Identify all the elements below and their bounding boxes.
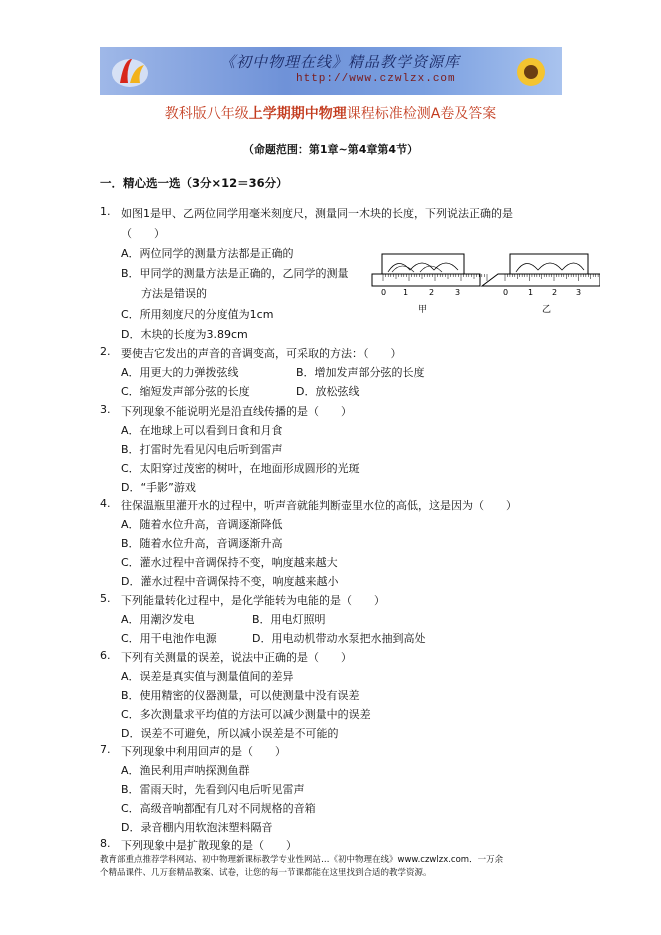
figure-label-a: 甲 — [418, 305, 428, 315]
question-number: 1. — [100, 205, 111, 218]
document-subtitle: （命题范围：第1章~第4章第4节） — [242, 143, 419, 156]
question-stem: 往保温瓶里灌开水的过程中，听声音就能判断壶里水位的高低，这是因为（ ） — [121, 499, 517, 512]
option: D．“手影”游戏 — [121, 481, 196, 494]
option: C．灌水过程中音调保持不变，响度越来越大 — [121, 556, 338, 569]
banner-title: 《初中物理在线》精品教学资源库 — [220, 53, 461, 71]
tick-label: 3 — [576, 288, 582, 297]
option: D．用电动机带动水泵把水抽到高处 — [252, 632, 426, 645]
option: B．打雷时先看见闪电后听到雷声 — [121, 443, 283, 456]
question-stem: 如图1是甲、乙两位同学用毫米刻度尺，测量同一木块的长度，下列说法正确的是 — [121, 207, 513, 220]
figure-label-b: 乙 — [542, 305, 552, 315]
tick-label: 3 — [455, 288, 461, 297]
option: B．雷雨天时，先看到闪电后听见雷声 — [121, 783, 305, 796]
footer-line-1: 教育部重点推荐学科网站、初中物理新课标教学专业性网站…《初中物理在线》www.czwlzx.com．一万余 — [100, 855, 504, 865]
option-cont: 方法是错误的 — [141, 287, 207, 300]
option: D．误差不可避免，所以减小误差是不可能的 — [121, 727, 339, 740]
ruler-figure — [370, 250, 600, 315]
option: A．渔民利用声呐探测鱼群 — [121, 764, 250, 777]
question-stem: 下列现象不能说明光是沿直线传播的是（ ） — [121, 405, 352, 418]
header-banner — [100, 47, 562, 95]
option: D．录音棚内用软泡沫塑料隔音 — [121, 821, 273, 834]
option: C．用干电池作电源 — [121, 632, 217, 645]
option: C．太阳穿过茂密的树叶，在地面形成圆形的光斑 — [121, 462, 360, 475]
option: B．用电灯照明 — [252, 613, 326, 626]
option: D．放松弦线 — [296, 385, 360, 398]
option: A．两位同学的测量方法都是正确的 — [121, 247, 294, 260]
question-number: 7. — [100, 743, 111, 756]
question-stem: 下列能量转化过程中，是化学能转为电能的是（ ） — [121, 594, 385, 607]
option: A．随着水位升高，音调逐渐降低 — [121, 518, 283, 531]
question-number: 4. — [100, 497, 111, 510]
ruler-b — [482, 254, 600, 286]
banner-url[interactable]: http://www.czwlzx.com — [296, 73, 456, 85]
option: A．在地球上可以看到日食和月食 — [121, 424, 283, 437]
tick-label: 1 — [403, 288, 409, 297]
page-footer — [100, 854, 570, 880]
option: B．随着水位升高，音调逐渐升高 — [121, 537, 283, 550]
tick-label: 2 — [429, 288, 435, 297]
option: C．多次测量求平均值的方法可以减少测量中的误差 — [121, 708, 371, 721]
option: D．木块的长度为3.89cm — [121, 328, 248, 341]
question-number: 5. — [100, 592, 111, 605]
wood-block-a — [382, 254, 464, 274]
option: C．高级音响都配有几对不同规格的音箱 — [121, 802, 316, 815]
question-number: 8. — [100, 837, 111, 850]
question-stem: 下列现象中是扩散现象的是（ ） — [121, 839, 297, 852]
question-stem-cont: （ ） — [121, 227, 165, 240]
question-number: 6. — [100, 649, 111, 662]
option: B．使用精密的仪器测量，可以使测量中没有误差 — [121, 689, 360, 702]
option: B．甲同学的测量方法是正确的，乙同学的测量 — [121, 267, 349, 280]
option: B．增加发声部分弦的长度 — [296, 366, 425, 379]
wood-block-b — [510, 254, 588, 274]
option: A．误差是真实值与测量值间的差异 — [121, 670, 294, 683]
site-logo-icon — [110, 53, 150, 89]
document-title: 教科版八年级上学期期中物理课程标准检测A卷及答案 — [164, 106, 497, 122]
tick-label: 1 — [528, 288, 534, 297]
option: D．灌水过程中音调保持不变，响度越来越小 — [121, 575, 339, 588]
question-stem: 要使吉它发出的声音的音调变高，可采取的方法：（ ） — [121, 347, 402, 360]
footer-line-2: 个精品课件、几万套精品教案、试卷，让您的每一节课都能在这里找到合适的教学资源。 — [100, 868, 432, 878]
sunflower-icon — [508, 53, 554, 91]
option: A．用更大的力弹拨弦线 — [121, 366, 239, 379]
tick-label: 2 — [552, 288, 558, 297]
tick-label: 0 — [503, 288, 509, 297]
ruler-a — [372, 254, 480, 286]
question-stem: 下列现象中利用回声的是（ ） — [121, 745, 286, 758]
option: C．缩短发声部分弦的长度 — [121, 385, 250, 398]
section-heading: 一．精心选一选（3分×12＝36分） — [100, 176, 288, 190]
tick-label: 0 — [381, 288, 387, 297]
option: A．用潮汐发电 — [121, 613, 195, 626]
option: C．所用刻度尺的分度值为1cm — [121, 308, 274, 321]
question-stem: 下列有关测量的误差，说法中正确的是（ ） — [121, 651, 352, 664]
question-number: 2. — [100, 345, 111, 358]
question-number: 3. — [100, 403, 111, 416]
